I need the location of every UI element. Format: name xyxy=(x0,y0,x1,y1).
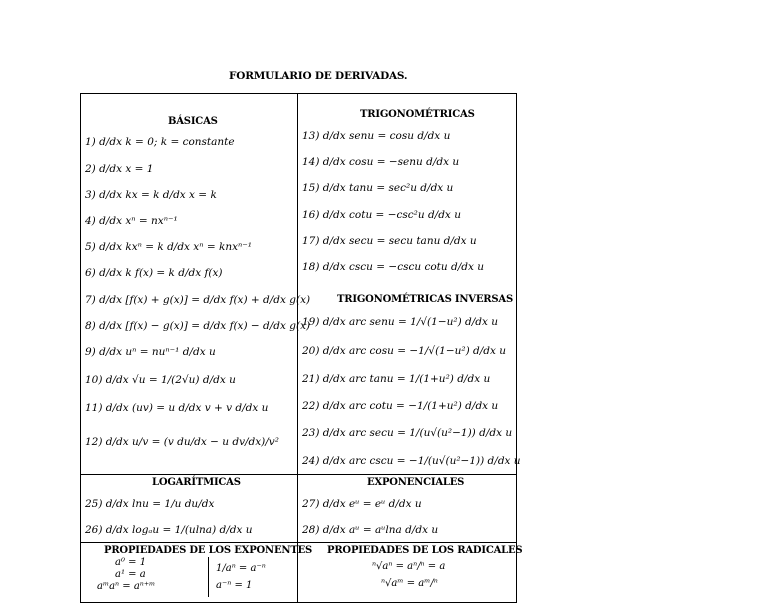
formula-21: 21) d/dx arc tanu = 1/(1+u²) d/dx u xyxy=(302,373,491,385)
prop-exp-5: a⁻ⁿ = 1 xyxy=(216,580,253,591)
formula-13: 13) d/dx senu = cosu d/dx u xyxy=(302,130,451,142)
formula-14: 14) d/dx cosu = −senu d/dx u xyxy=(302,156,460,168)
formula-8: 8) d/dx [f(x) − g(x)] = d/dx f(x) − d/dx g(x) xyxy=(85,320,311,332)
formula-22: 22) d/dx arc cotu = −1/(1+u²) d/dx u xyxy=(302,400,499,412)
prop-rad-1: ⁿ√aⁿ = aⁿ/ⁿ = a xyxy=(372,561,446,572)
prop-exp-3: aᵐaⁿ = aⁿ⁺ᵐ xyxy=(97,581,156,592)
formula-12: 12) d/dx u/v = (v du/dx − u dv/dx)/v² xyxy=(85,436,279,448)
document-title: FORMULARIO DE DERIVADAS. xyxy=(229,70,408,82)
formula-28: 28) d/dx aᵘ = aᵘlna d/dx u xyxy=(302,524,439,536)
formula-25: 25) d/dx lnu = 1/u du/dx xyxy=(85,498,215,510)
formula-7: 7) d/dx [f(x) + g(x)] = d/dx f(x) + d/dx g(x) xyxy=(85,294,311,306)
formula-5: 5) d/dx kxⁿ = k d/dx xⁿ = knxⁿ⁻¹ xyxy=(85,241,253,253)
section-trig-inv: TRIGONOMÉTRICAS INVERSAS xyxy=(337,294,513,305)
formula-17: 17) d/dx secu = secu tanu d/dx u xyxy=(302,235,477,247)
prop-exp-1: a⁰ = 1 xyxy=(115,557,147,568)
section-prop-rad: PROPIEDADES DE LOS RADICALES xyxy=(327,545,523,556)
formula-2: 2) d/dx x = 1 xyxy=(85,163,154,175)
formula-27: 27) d/dx eᵘ = eᵘ d/dx u xyxy=(302,498,422,510)
column-divider xyxy=(297,93,298,603)
section-log: LOGARÍTMICAS xyxy=(152,477,241,488)
row-divider-1 xyxy=(80,474,517,475)
formula-24: 24) d/dx arc cscu = −1/(u√(u²−1)) d/dx u xyxy=(302,455,521,467)
formula-9: 9) d/dx uⁿ = nuⁿ⁻¹ d/dx u xyxy=(85,346,216,358)
section-trig: TRIGONOMÉTRICAS xyxy=(360,109,475,120)
prop-exp-divider xyxy=(208,557,209,597)
section-prop-exp: PROPIEDADES DE LOS EXPONENTES xyxy=(104,545,313,556)
section-exp: EXPONENCIALES xyxy=(367,477,465,488)
formula-11: 11) d/dx (uv) = u d/dx v + v d/dx u xyxy=(85,402,269,414)
formula-10: 10) d/dx √u = 1/(2√u) d/dx u xyxy=(85,374,236,386)
formula-1: 1) d/dx k = 0; k = constante xyxy=(85,136,235,148)
formula-4: 4) d/dx xⁿ = nxⁿ⁻¹ xyxy=(85,215,178,227)
prop-rad-2: ⁿ√aᵐ = aᵐ/ⁿ xyxy=(381,578,438,589)
prop-exp-2: a¹ = a xyxy=(115,569,146,580)
formula-19: 19) d/dx arc senu = 1/√(1−u²) d/dx u xyxy=(302,316,499,328)
formula-20: 20) d/dx arc cosu = −1/√(1−u²) d/dx u xyxy=(302,345,507,357)
formula-15: 15) d/dx tanu = sec²u d/dx u xyxy=(302,182,454,194)
section-basicas: BÁSICAS xyxy=(168,116,218,127)
row-divider-2 xyxy=(80,542,517,543)
formula-3: 3) d/dx kx = k d/dx x = k xyxy=(85,189,217,201)
formula-23: 23) d/dx arc secu = 1/(u√(u²−1)) d/dx u xyxy=(302,427,513,439)
formula-18: 18) d/dx cscu = −cscu cotu d/dx u xyxy=(302,261,484,273)
formula-16: 16) d/dx cotu = −csc²u d/dx u xyxy=(302,209,461,221)
formula-26: 26) d/dx logₐu = 1/(ulna) d/dx u xyxy=(85,524,253,536)
prop-exp-4: 1/aⁿ = a⁻ⁿ xyxy=(216,563,266,574)
formula-6: 6) d/dx k f(x) = k d/dx f(x) xyxy=(85,267,223,279)
